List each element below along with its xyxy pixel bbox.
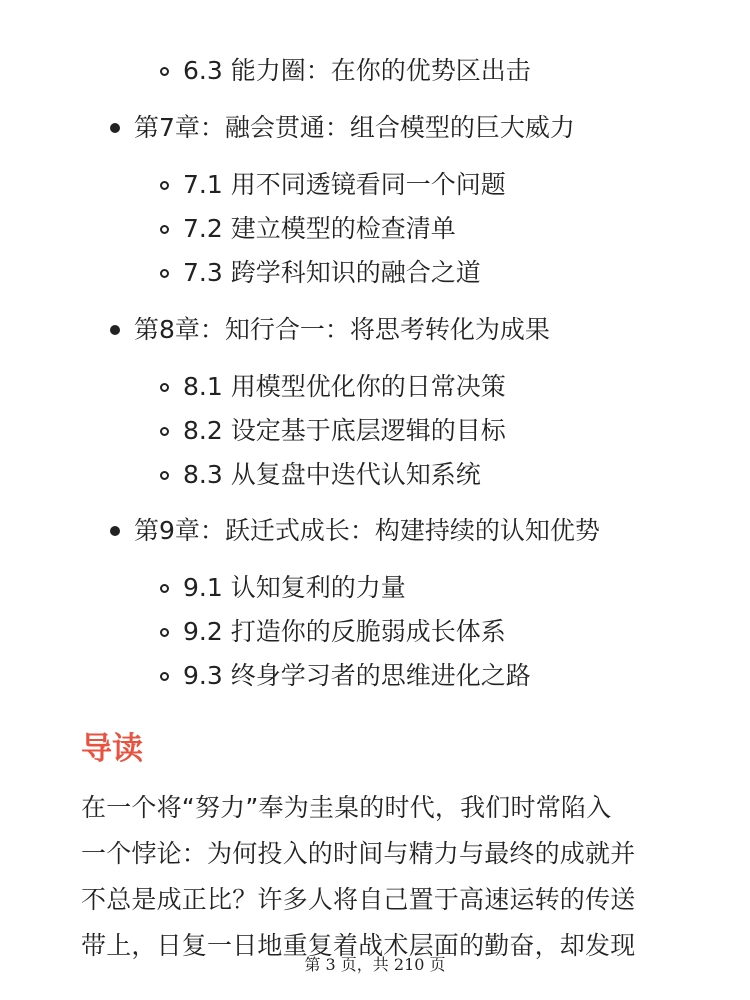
hollow-bullet-icon	[160, 67, 169, 76]
toc-item-text: 9.1 认知复利的力量	[183, 573, 406, 602]
toc-item-text: 8.1 用模型优化你的日常决策	[183, 372, 506, 401]
page-number-footer: 第 3 页，共 210 页	[304, 955, 446, 974]
toc-item	[160, 207, 456, 251]
paragraph-line: 一个悖论：为何投入的时间与精力与最终的成就并	[81, 839, 636, 868]
hollow-bullet-icon	[160, 672, 169, 681]
toc-item-text: 8.2 设定基于底层逻辑的目标	[183, 416, 506, 445]
toc-item-text: 9.2 打造你的反脆弱成长体系	[183, 617, 506, 646]
toc-item	[160, 163, 506, 207]
toc-item	[160, 566, 406, 610]
hollow-bullet-icon	[160, 471, 169, 480]
toc-item-text: 9.3 终身学习者的思维进化之路	[183, 661, 531, 690]
toc-item	[110, 509, 600, 553]
toc-item-text: 6.3 能力圈：在你的优势区出击	[183, 56, 531, 85]
toc-item	[160, 251, 481, 295]
toc-item	[110, 106, 575, 150]
paragraph-line: 在一个将“努力”奉为圭臬的时代，我们时常陷入	[81, 793, 612, 822]
toc-item	[160, 453, 481, 497]
toc-item-text: 第7章：融会贯通：组合模型的巨大威力	[134, 113, 575, 142]
paragraph-line: 带上，日复一日地重复着战术层面的勤奋，却发现	[81, 931, 636, 960]
hollow-bullet-icon	[160, 225, 169, 234]
hollow-bullet-icon	[160, 584, 169, 593]
hollow-bullet-icon	[160, 383, 169, 392]
toc-item	[160, 365, 506, 409]
filled-bullet-icon	[110, 325, 120, 335]
toc-item-text: 第9章：跃迁式成长：构建持续的认知优势	[134, 516, 600, 545]
hollow-bullet-icon	[160, 628, 169, 637]
section-heading: 导读	[81, 731, 143, 767]
toc-item	[110, 308, 550, 352]
toc-item	[160, 49, 531, 93]
toc-item-text: 第8章：知行合一：将思考转化为成果	[134, 315, 550, 344]
paragraph-line: 不总是成正比？许多人将自己置于高速运转的传送	[81, 885, 636, 914]
toc-item	[160, 610, 506, 654]
toc-item-text: 7.2 建立模型的检查清单	[183, 214, 456, 243]
toc-item-text: 7.3 跨学科知识的融合之道	[183, 258, 481, 287]
hollow-bullet-icon	[160, 269, 169, 278]
toc-item-text: 8.3 从复盘中迭代认知系统	[183, 460, 481, 489]
filled-bullet-icon	[110, 526, 120, 536]
toc-item	[160, 409, 506, 453]
body-paragraph	[81, 785, 681, 969]
hollow-bullet-icon	[160, 427, 169, 436]
filled-bullet-icon	[110, 123, 120, 133]
toc-item	[160, 654, 531, 698]
toc-item-text: 7.1 用不同透镜看同一个问题	[183, 170, 506, 199]
hollow-bullet-icon	[160, 181, 169, 190]
